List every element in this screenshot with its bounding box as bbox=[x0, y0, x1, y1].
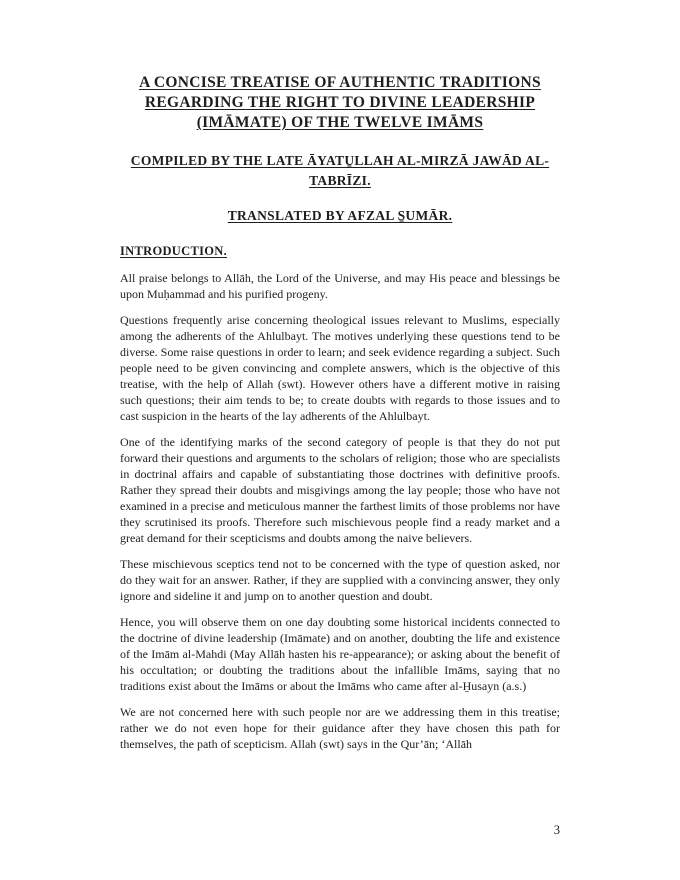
page-number: 3 bbox=[553, 823, 560, 837]
paragraph-3: One of the identifying marks of the second category of people is that they do not put forward their questions and arguments to the scholars of religion; those who are specialists in doctrinal affairs and capable of substantiating those doctrines with definitive proofs. Rather they spread their doubts and misgivings among the lay people; those who have not examined in a precise and meticulous manner the farthest limits of those problems nor have they scrutinised its proofs. Therefore such mischievous people find a ready market and a great demand for their scepticisms and doubts among the naive believers. bbox=[120, 435, 560, 545]
document-title: A CONCISE TREATISE OF AUTHENTIC TRADITIONS REGARDING THE RIGHT TO DIVINE LEADERSHIP (IMĀMATE) OF THE TWELVE IMĀMS bbox=[139, 74, 541, 131]
paragraph-4: These mischievous sceptics tend not to be concerned with the type of question asked, nor do they wait for an answer. Rather, if they are supplied with a convincing answer, they only ignore and sideline it and jump on to another question and doubt. bbox=[120, 557, 560, 603]
paragraph-2: Questions frequently arise concerning theological issues relevant to Muslims, especially among the adherents of the Ahlulbayt. The motives underlying these questions tend to be diverse. Some raise questions in order to learn; and seek evidence regarding a subject. Such people need to be given convincing and complete answers, which is the objective of this treatise, with the help of Allah (swt). However others have a different motive in raising such questions; their aim tends to be; to create doubts with regards to those issues and to cast suspicion in the hearts of the lay adherents of the Ahlulbayt. bbox=[120, 313, 560, 423]
page-content bbox=[120, 0, 560, 752]
paragraph-6: We are not concerned here with such people nor are we addressing them in this treatise; rather we do not even hope for their guidance after they have chosen this path for themselves, the path of scepticism. Allah (swt) says in the Qur’ān; ‘Allāh bbox=[120, 705, 560, 751]
paragraph-1: All praise belongs to Allāh, the Lord of the Universe, and may His peace and blessings be upon Muḥammad and his purified progeny. bbox=[120, 271, 560, 301]
paragraph-5: Hence, you will observe them on one day doubting some historical incidents connected to the doctrine of divine leadership (Imāmate) and on another, doubting the life and existence of the Imām al-Mahdi (May Allāh hasten his re-appearance); or asking about the benefit of his occultation; or doubting the traditions about the infallible Imāms, saying that no traditions exist about the Imāms or about the Imāms who came after al-H̱usayn (a.s.) bbox=[120, 615, 560, 693]
compiled-by-heading: COMPILED BY THE LATE ĀYATU̱LLAH AL-MIRZĀ JAWĀD AL-TABRĪZI. bbox=[130, 153, 550, 188]
introduction-heading: INTRODUCTION. bbox=[120, 244, 228, 258]
translated-by-heading: TRANSLATED BY AFZAL S̱UMĀR. bbox=[227, 208, 453, 223]
